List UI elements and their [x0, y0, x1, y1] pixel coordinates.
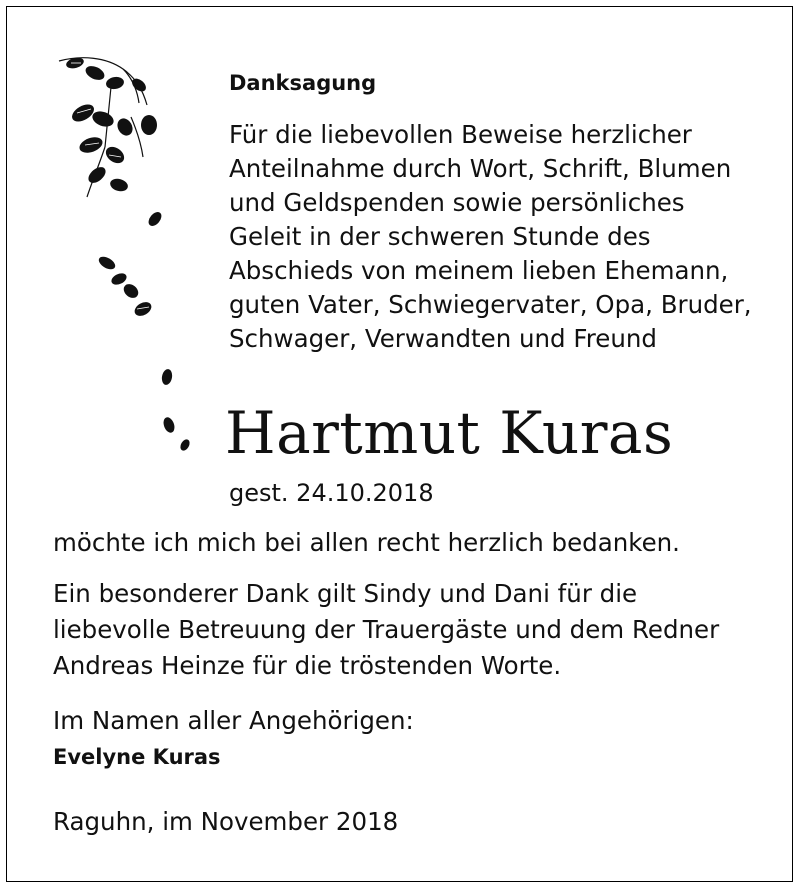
- intro-line: Geleit in der schweren Stunde des: [229, 222, 651, 251]
- obituary-notice: [6, 6, 793, 882]
- special-thanks-paragraph: [53, 576, 719, 684]
- intro-line: Anteilnahme durch Wort, Schrift, Blumen: [229, 154, 732, 183]
- intro-paragraph: [229, 118, 789, 356]
- signer-name: Evelyne Kuras: [53, 745, 221, 769]
- intro-line: Für die liebevollen Beweise herzlicher: [229, 120, 692, 149]
- intro-line: Abschieds von meinem lieben Ehemann,: [229, 256, 729, 285]
- death-date: gest. 24.10.2018: [229, 479, 434, 507]
- behalf-line: Im Namen aller Angehörigen:: [53, 706, 414, 735]
- thanks-line: möchte ich mich bei allen recht herzlich bedanken.: [53, 528, 680, 557]
- special-thanks-line: Ein besonderer Dank gilt Sindy und Dani für die: [53, 579, 638, 608]
- intro-line: guten Vater, Schwiegervater, Opa, Bruder,: [229, 290, 752, 319]
- falling-leaves-branch-icon: [51, 47, 201, 467]
- deceased-name: Hartmut Kuras: [225, 399, 674, 467]
- special-thanks-line: Andreas Heinze für die tröstenden Worte.: [53, 651, 562, 680]
- intro-line: und Geldspenden sowie persönliches: [229, 188, 685, 217]
- heading-danksagung: Danksagung: [229, 71, 377, 95]
- intro-line: Schwager, Verwandten und Freund: [229, 324, 657, 353]
- special-thanks-line: liebevolle Betreuung der Trauergäste und dem Redner: [53, 615, 720, 644]
- place-date: Raguhn, im November 2018: [53, 807, 399, 836]
